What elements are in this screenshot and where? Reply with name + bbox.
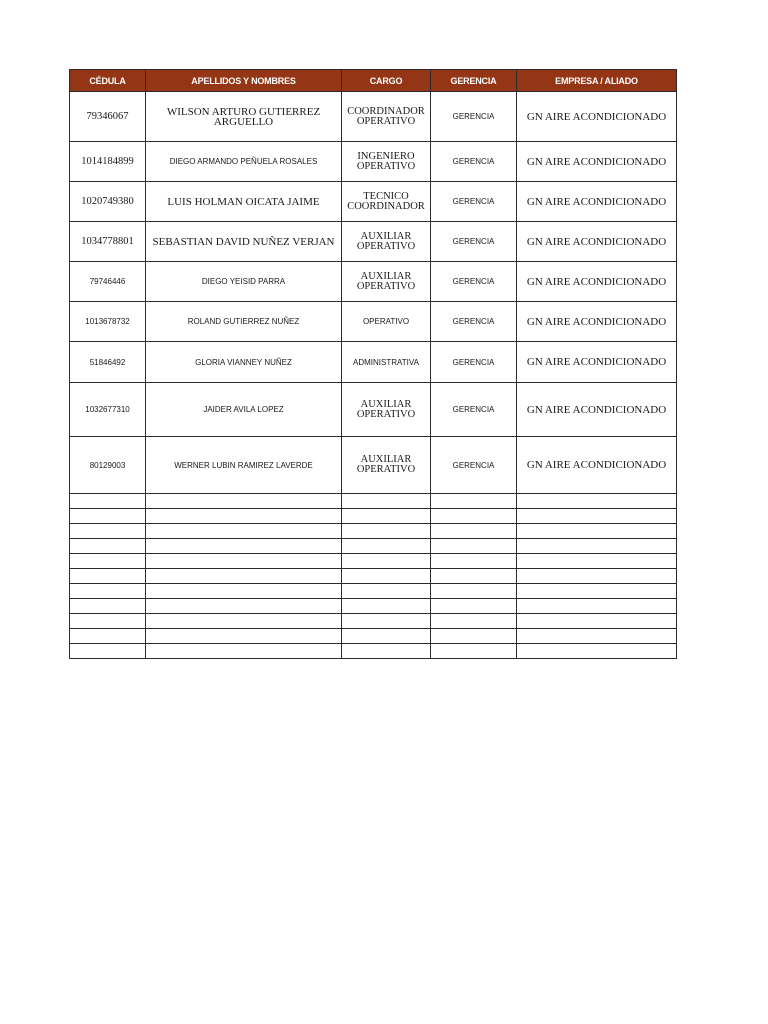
cell-empresa: GN AIRE ACONDICIONADO (517, 302, 677, 342)
empty-cell (342, 509, 431, 524)
cell-cargo: OPERATIVO (342, 302, 431, 342)
empty-cell (70, 569, 146, 584)
cell-cargo: COORDINADOR OPERATIVO (342, 92, 431, 142)
empty-cell (517, 629, 677, 644)
cell-cargo: AUXILIAR OPERATIVO (342, 383, 431, 437)
cell-empresa: GN AIRE ACONDICIONADO (517, 92, 677, 142)
empty-cell (70, 554, 146, 569)
cell-nombre: GLORIA VIANNEY NUÑEZ (146, 342, 342, 383)
table-row (70, 142, 677, 182)
cell-empresa: GN AIRE ACONDICIONADO (517, 262, 677, 302)
empty-cell (517, 509, 677, 524)
empty-row (70, 524, 677, 539)
cell-nombre: WILSON ARTURO GUTIERREZ ARGUELLO (146, 92, 342, 142)
table-row (70, 182, 677, 222)
cell-empresa: GN AIRE ACONDICIONADO (517, 383, 677, 437)
cell-nombre: WERNER LUBIN RAMIREZ LAVERDE (146, 437, 342, 494)
table-row (70, 342, 677, 383)
cell-gerencia: GERENCIA (431, 262, 517, 302)
cell-cedula: 1013678732 (70, 302, 146, 342)
cell-nombre: DIEGO ARMANDO PEÑUELA ROSALES (146, 142, 342, 182)
empty-row (70, 494, 677, 509)
personnel-table (69, 69, 677, 659)
cell-cedula: 79746446 (70, 262, 146, 302)
cell-empresa: GN AIRE ACONDICIONADO (517, 342, 677, 383)
empty-cell (70, 524, 146, 539)
table-row (70, 222, 677, 262)
empty-row (70, 644, 677, 659)
empty-cell (146, 554, 342, 569)
cell-cargo: AUXILIAR OPERATIVO (342, 437, 431, 494)
table-row (70, 92, 677, 142)
cell-nombre: DIEGO YEISID PARRA (146, 262, 342, 302)
empty-cell (517, 554, 677, 569)
empty-cell (431, 509, 517, 524)
header-gerencia: GERENCIA (431, 70, 517, 92)
empty-cell (431, 554, 517, 569)
cell-cargo: AUXILIAR OPERATIVO (342, 262, 431, 302)
cell-cargo: ADMINISTRATIVA (342, 342, 431, 383)
table-row (70, 383, 677, 437)
empty-cell (517, 599, 677, 614)
cell-nombre: JAIDER AVILA LOPEZ (146, 383, 342, 437)
cell-cedula: 51846492 (70, 342, 146, 383)
empty-row (70, 554, 677, 569)
empty-cell (342, 629, 431, 644)
empty-cell (342, 569, 431, 584)
cell-gerencia: GERENCIA (431, 302, 517, 342)
empty-cell (342, 539, 431, 554)
empty-cell (431, 584, 517, 599)
cell-nombre: LUIS HOLMAN OICATA JAIME (146, 182, 342, 222)
empty-cell (70, 494, 146, 509)
cell-cedula: 1020749380 (70, 182, 146, 222)
cell-nombre: SEBASTIAN DAVID NUÑEZ VERJAN (146, 222, 342, 262)
empty-cell (431, 569, 517, 584)
empty-cell (342, 599, 431, 614)
empty-cell (146, 509, 342, 524)
empty-cell (146, 524, 342, 539)
empty-cell (146, 599, 342, 614)
empty-cell (70, 599, 146, 614)
cell-nombre: ROLAND GUTIERREZ NUÑEZ (146, 302, 342, 342)
cell-empresa: GN AIRE ACONDICIONADO (517, 437, 677, 494)
empty-cell (146, 539, 342, 554)
empty-cell (342, 614, 431, 629)
empty-cell (342, 584, 431, 599)
cell-empresa: GN AIRE ACONDICIONADO (517, 182, 677, 222)
table-row (70, 262, 677, 302)
table-header-row (70, 70, 677, 92)
cell-gerencia: GERENCIA (431, 92, 517, 142)
empty-cell (146, 644, 342, 659)
cell-cedula: 1014184899 (70, 142, 146, 182)
cell-cedula: 80129003 (70, 437, 146, 494)
empty-cell (146, 614, 342, 629)
header-apellidos-nombres: APELLIDOS Y NOMBRES (146, 70, 342, 92)
empty-cell (431, 524, 517, 539)
table-row (70, 437, 677, 494)
empty-cell (517, 584, 677, 599)
empty-cell (431, 539, 517, 554)
header-cargo: CARGO (342, 70, 431, 92)
empty-cell (146, 629, 342, 644)
cell-cargo: TECNICO COORDINADOR (342, 182, 431, 222)
empty-cell (431, 614, 517, 629)
header-empresa-aliado: EMPRESA / ALIADO (517, 70, 677, 92)
empty-cell (431, 644, 517, 659)
cell-gerencia: GERENCIA (431, 182, 517, 222)
empty-cell (70, 584, 146, 599)
empty-cell (70, 539, 146, 554)
empty-cell (431, 599, 517, 614)
empty-cell (342, 524, 431, 539)
cell-gerencia: GERENCIA (431, 142, 517, 182)
empty-cell (146, 584, 342, 599)
empty-cell (70, 509, 146, 524)
empty-cell (146, 494, 342, 509)
cell-gerencia: GERENCIA (431, 383, 517, 437)
empty-cell (431, 494, 517, 509)
empty-row (70, 584, 677, 599)
table-row (70, 302, 677, 342)
empty-cell (342, 494, 431, 509)
cell-cargo: AUXILIAR OPERATIVO (342, 222, 431, 262)
empty-cell (517, 644, 677, 659)
empty-row (70, 629, 677, 644)
empty-row (70, 539, 677, 554)
cell-cargo: INGENIERO OPERATIVO (342, 142, 431, 182)
empty-row (70, 599, 677, 614)
empty-cell (517, 494, 677, 509)
empty-cell (517, 614, 677, 629)
empty-cell (146, 569, 342, 584)
empty-row (70, 509, 677, 524)
header-cedula: CÉDULA (70, 70, 146, 92)
empty-cell (517, 539, 677, 554)
cell-gerencia: GERENCIA (431, 437, 517, 494)
cell-gerencia: GERENCIA (431, 222, 517, 262)
cell-empresa: GN AIRE ACONDICIONADO (517, 222, 677, 262)
empty-cell (70, 614, 146, 629)
cell-gerencia: GERENCIA (431, 342, 517, 383)
empty-cell (517, 524, 677, 539)
empty-cell (517, 569, 677, 584)
empty-cell (70, 629, 146, 644)
empty-cell (70, 644, 146, 659)
empty-cell (431, 629, 517, 644)
cell-cedula: 79346067 (70, 92, 146, 142)
cell-cedula: 1034778801 (70, 222, 146, 262)
empty-cell (342, 554, 431, 569)
cell-cedula: 1032677310 (70, 383, 146, 437)
empty-row (70, 614, 677, 629)
empty-cell (342, 644, 431, 659)
empty-row (70, 569, 677, 584)
cell-empresa: GN AIRE ACONDICIONADO (517, 142, 677, 182)
